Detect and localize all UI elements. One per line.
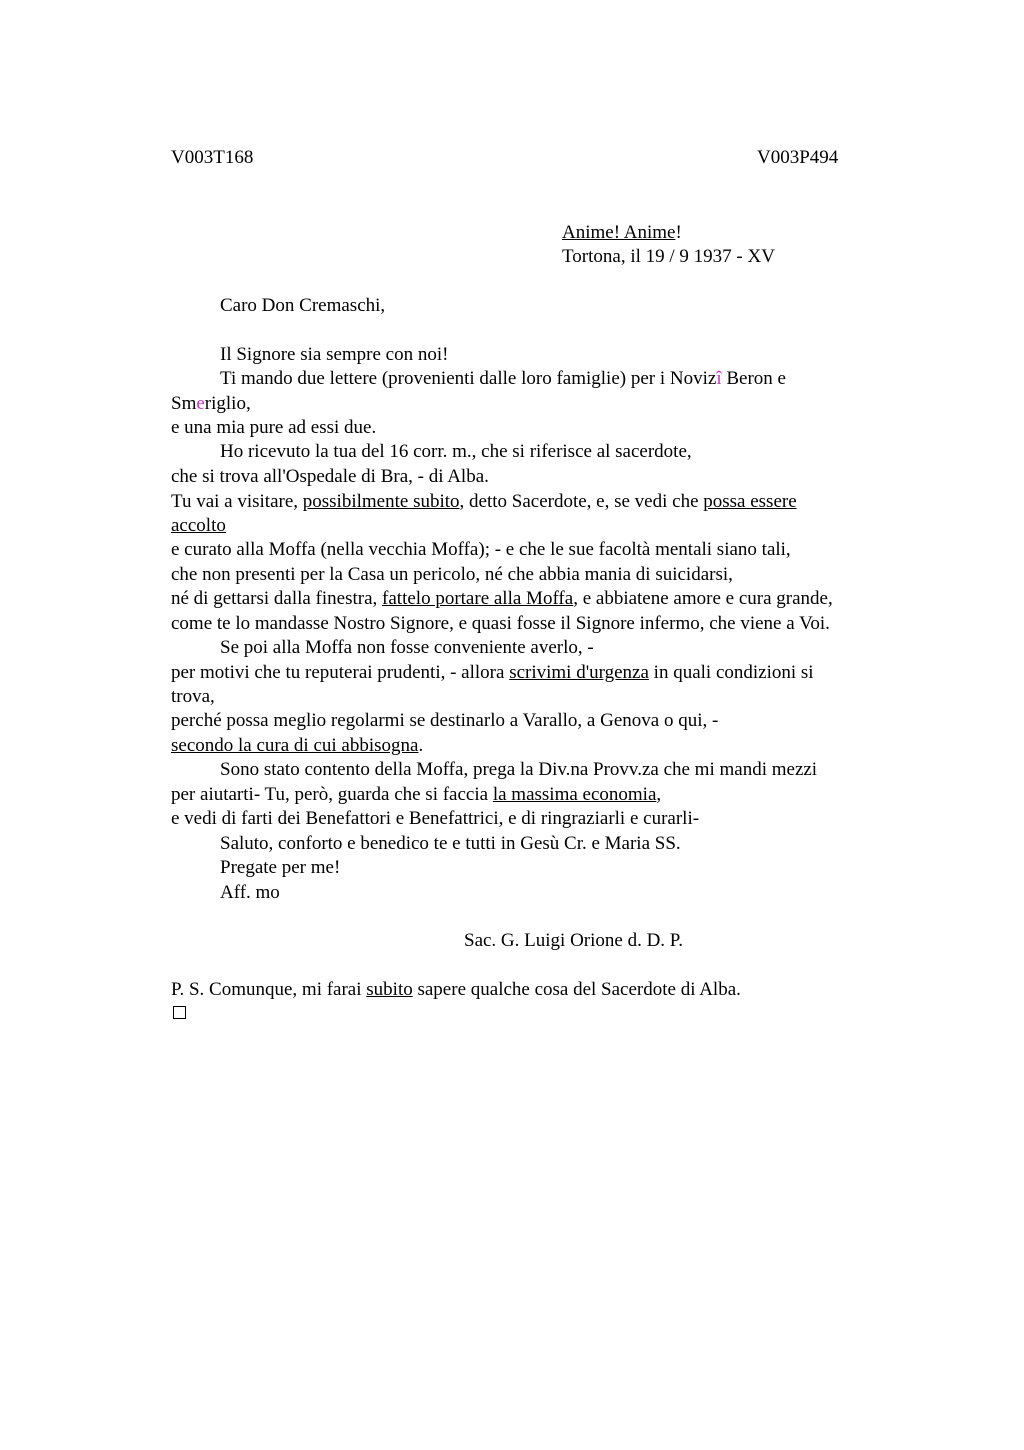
highlighted-char: e [196,393,205,414]
body-line [171,661,814,685]
body-line [171,490,797,514]
underlined-text: accolto [171,515,226,536]
body-line: Saluto, conforto e benedico te e tutti in Gesù Cr. e Maria SS. [220,833,681,854]
body-line [171,514,226,538]
signature: Sac. G. Luigi Orione d. D. P. [464,930,684,951]
empty-box-glyph [173,1006,186,1019]
body-line: Se poi alla Moffa non fosse conveniente averlo, - [220,637,594,658]
motto-end: ! [675,222,682,243]
underlined-text: secondo la cura di cui abbisogna [171,735,419,756]
body-line [220,367,786,391]
text-run: P. S. Comunque, mi farai [171,979,367,1000]
underlined-text: scrivimi d'urgenza [509,662,649,683]
body-line: Il Signore sia sempre con noi! [220,344,449,365]
underlined-text: possa essere [703,491,797,512]
body-line [171,734,423,758]
text-run: . [418,735,424,756]
place-date: Tortona, il 19 / 9 1937 - XV [562,246,775,267]
text-run: , [656,784,662,805]
text-run: sapere qualche cosa del Sacerdote di Alba. [412,979,741,1000]
body-line: e vedi di farti dei Benefattori e Benefattrici, e di ringraziarli e curarli- [171,808,700,829]
text-run: né di gettarsi dalla finestra, [171,588,383,609]
text-run: , e abbiatene amore e cura grande, [573,588,833,609]
text-run: per aiutarti- Tu, però, guarda che si faccia [171,784,493,805]
text-run: riglio, [204,393,251,414]
text-run: Beron e [721,368,786,389]
underlined-text: fattelo portare alla Moffa [382,588,574,609]
salutation: Caro Don Cremaschi, [220,295,386,316]
body-line: che si trova all'Ospedale di Bra, - di Alba. [171,466,489,487]
motto-underlined: Anime! Anime [562,222,676,243]
underlined-text: subito [366,979,413,1000]
underlined-text: la massima economia [492,784,657,805]
highlighted-char: î [716,368,722,389]
body-line: Sono stato contento della Moffa, prega la Div.na Provv.za che mi mandi mezzi [220,759,818,780]
closing: Aff. mo [220,882,280,903]
underlined-text: possibilmente subito [302,491,460,512]
text-run: per motivi che tu reputerai prudenti, - allora [171,662,510,683]
body-line: che non presenti per la Casa un pericolo, né che abbia mania di suicidarsi, [171,564,733,585]
body-line [171,392,251,416]
body-line [171,783,661,807]
body-line: e curato alla Moffa (nella vecchia Moffa); - e che le sue facoltà mentali siano tali, [171,539,791,560]
motto [562,221,682,245]
body-line: trova, [171,686,215,707]
document-code-left: V003T168 [171,147,254,168]
postscript [171,978,741,1002]
text-run: in quali condizioni si [648,662,814,683]
body-line: come te lo mandasse Nostro Signore, e quasi fosse il Signore infermo, che viene a Voi. [171,613,830,634]
body-line [171,587,833,611]
text-run: Tu vai a visitare, [171,491,303,512]
document-code-right: V003P494 [757,147,839,168]
body-line: e una mia pure ad essi due. [171,417,377,438]
text-run: Sm [171,393,197,414]
body-line: Pregate per me! [220,857,341,878]
body-line: Ho ricevuto la tua del 16 corr. m., che si riferisce al sacerdote, [220,441,692,462]
text-run: , detto Sacerdote, e, se vedi che [459,491,704,512]
text-run: Ti mando due lettere (provenienti dalle loro famiglie) per i Noviz [220,368,717,389]
body-line: perché possa meglio regolarmi se destinarlo a Varallo, a Genova o qui, - [171,710,719,731]
